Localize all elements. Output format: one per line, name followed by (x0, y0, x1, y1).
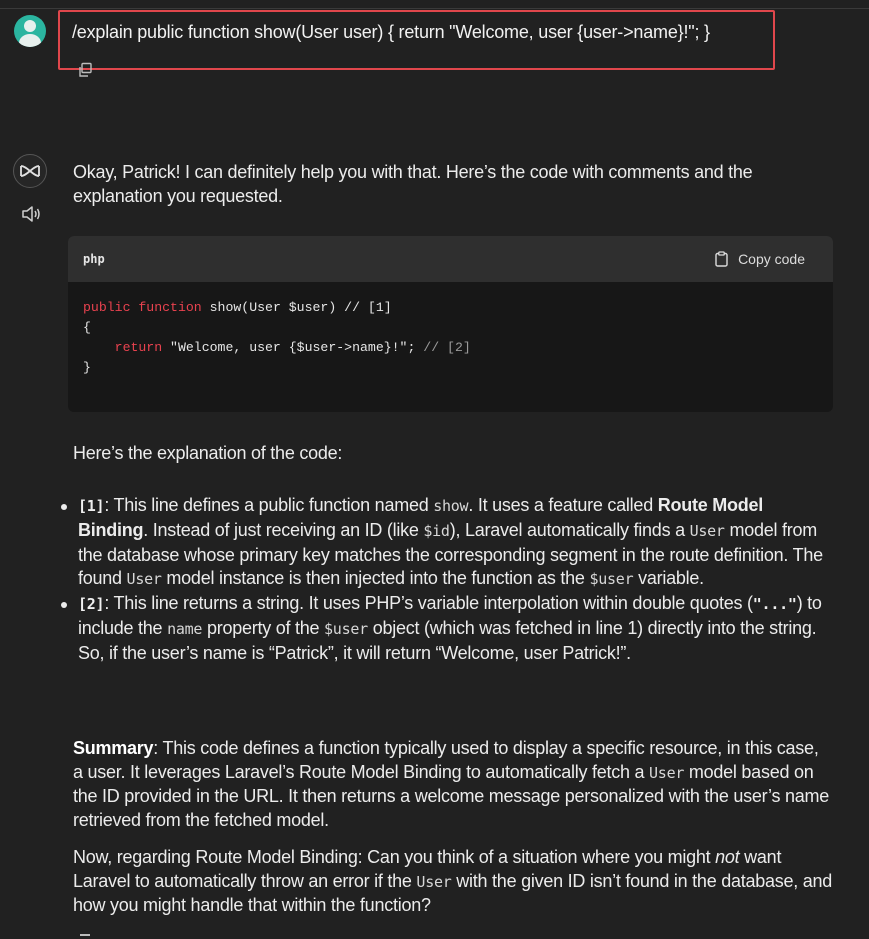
copy-icon[interactable] (77, 62, 93, 78)
code-line: } (83, 360, 91, 375)
list-item: [2]: This line returns a string. It uses PHP’s variable interpolation within double quotes ("...") to include the name property of the $user object (which was fetched in line 1) directly into the string. So, if the user’s name is “Patrick”, it will return “Welcome, user Patrick!”. (78, 592, 830, 665)
code-header (68, 236, 833, 282)
copy-code-label: Copy code (738, 251, 805, 267)
code-line: return "Welcome, user {$user->name}!"; // [2] (114, 340, 471, 355)
infinity-logo-icon (13, 154, 47, 188)
top-divider (0, 8, 869, 9)
question-paragraph: Now, regarding Route Model Binding: Can you think of a situation where you might not want Laravel to automatically throw an error if the User with the given ID isn’t found in the database, and how you might handle that within the function? (73, 847, 833, 915)
list-item: [1]: This line defines a public function named show. It uses a feature called Route Model Binding. Instead of just receiving an ID (like $id), Laravel automatically finds a User model from the database whose primary key matches the corresponding segment in the route definition. The found User model instance is then injected into the function as the $user variable. (78, 494, 830, 592)
summary-paragraph: Summary: This code defines a function typically used to display a specific resource, in this case, a user. It leverages Laravel’s Route Model Binding to automatically fetch a User model based on the ID provided in the URL. It then returns a welcome message personalized with the user’s name retrieved from the fetched model. (73, 738, 829, 830)
user-message-text: /explain public function show(User user) { return "Welcome, user {user->name}!"; } (72, 22, 710, 42)
explanation-heading: Here’s the explanation of the code: (73, 443, 343, 463)
assistant-intro: Okay, Patrick! I can definitely help you with that. Here’s the code with comments and the explanation you requested. (73, 162, 753, 206)
explanation-list (78, 494, 830, 666)
copy-icon[interactable] (80, 934, 90, 939)
clipboard-icon (715, 251, 728, 267)
user-avatar-icon[interactable] (14, 15, 46, 47)
code-block (68, 236, 833, 412)
code-line: { (83, 320, 91, 335)
code-line: public function show(User $user) // [1] (83, 300, 392, 315)
code-content (68, 282, 833, 394)
copy-code-button[interactable] (715, 251, 805, 267)
speaker-icon[interactable] (21, 205, 41, 223)
code-language: php (83, 252, 105, 266)
